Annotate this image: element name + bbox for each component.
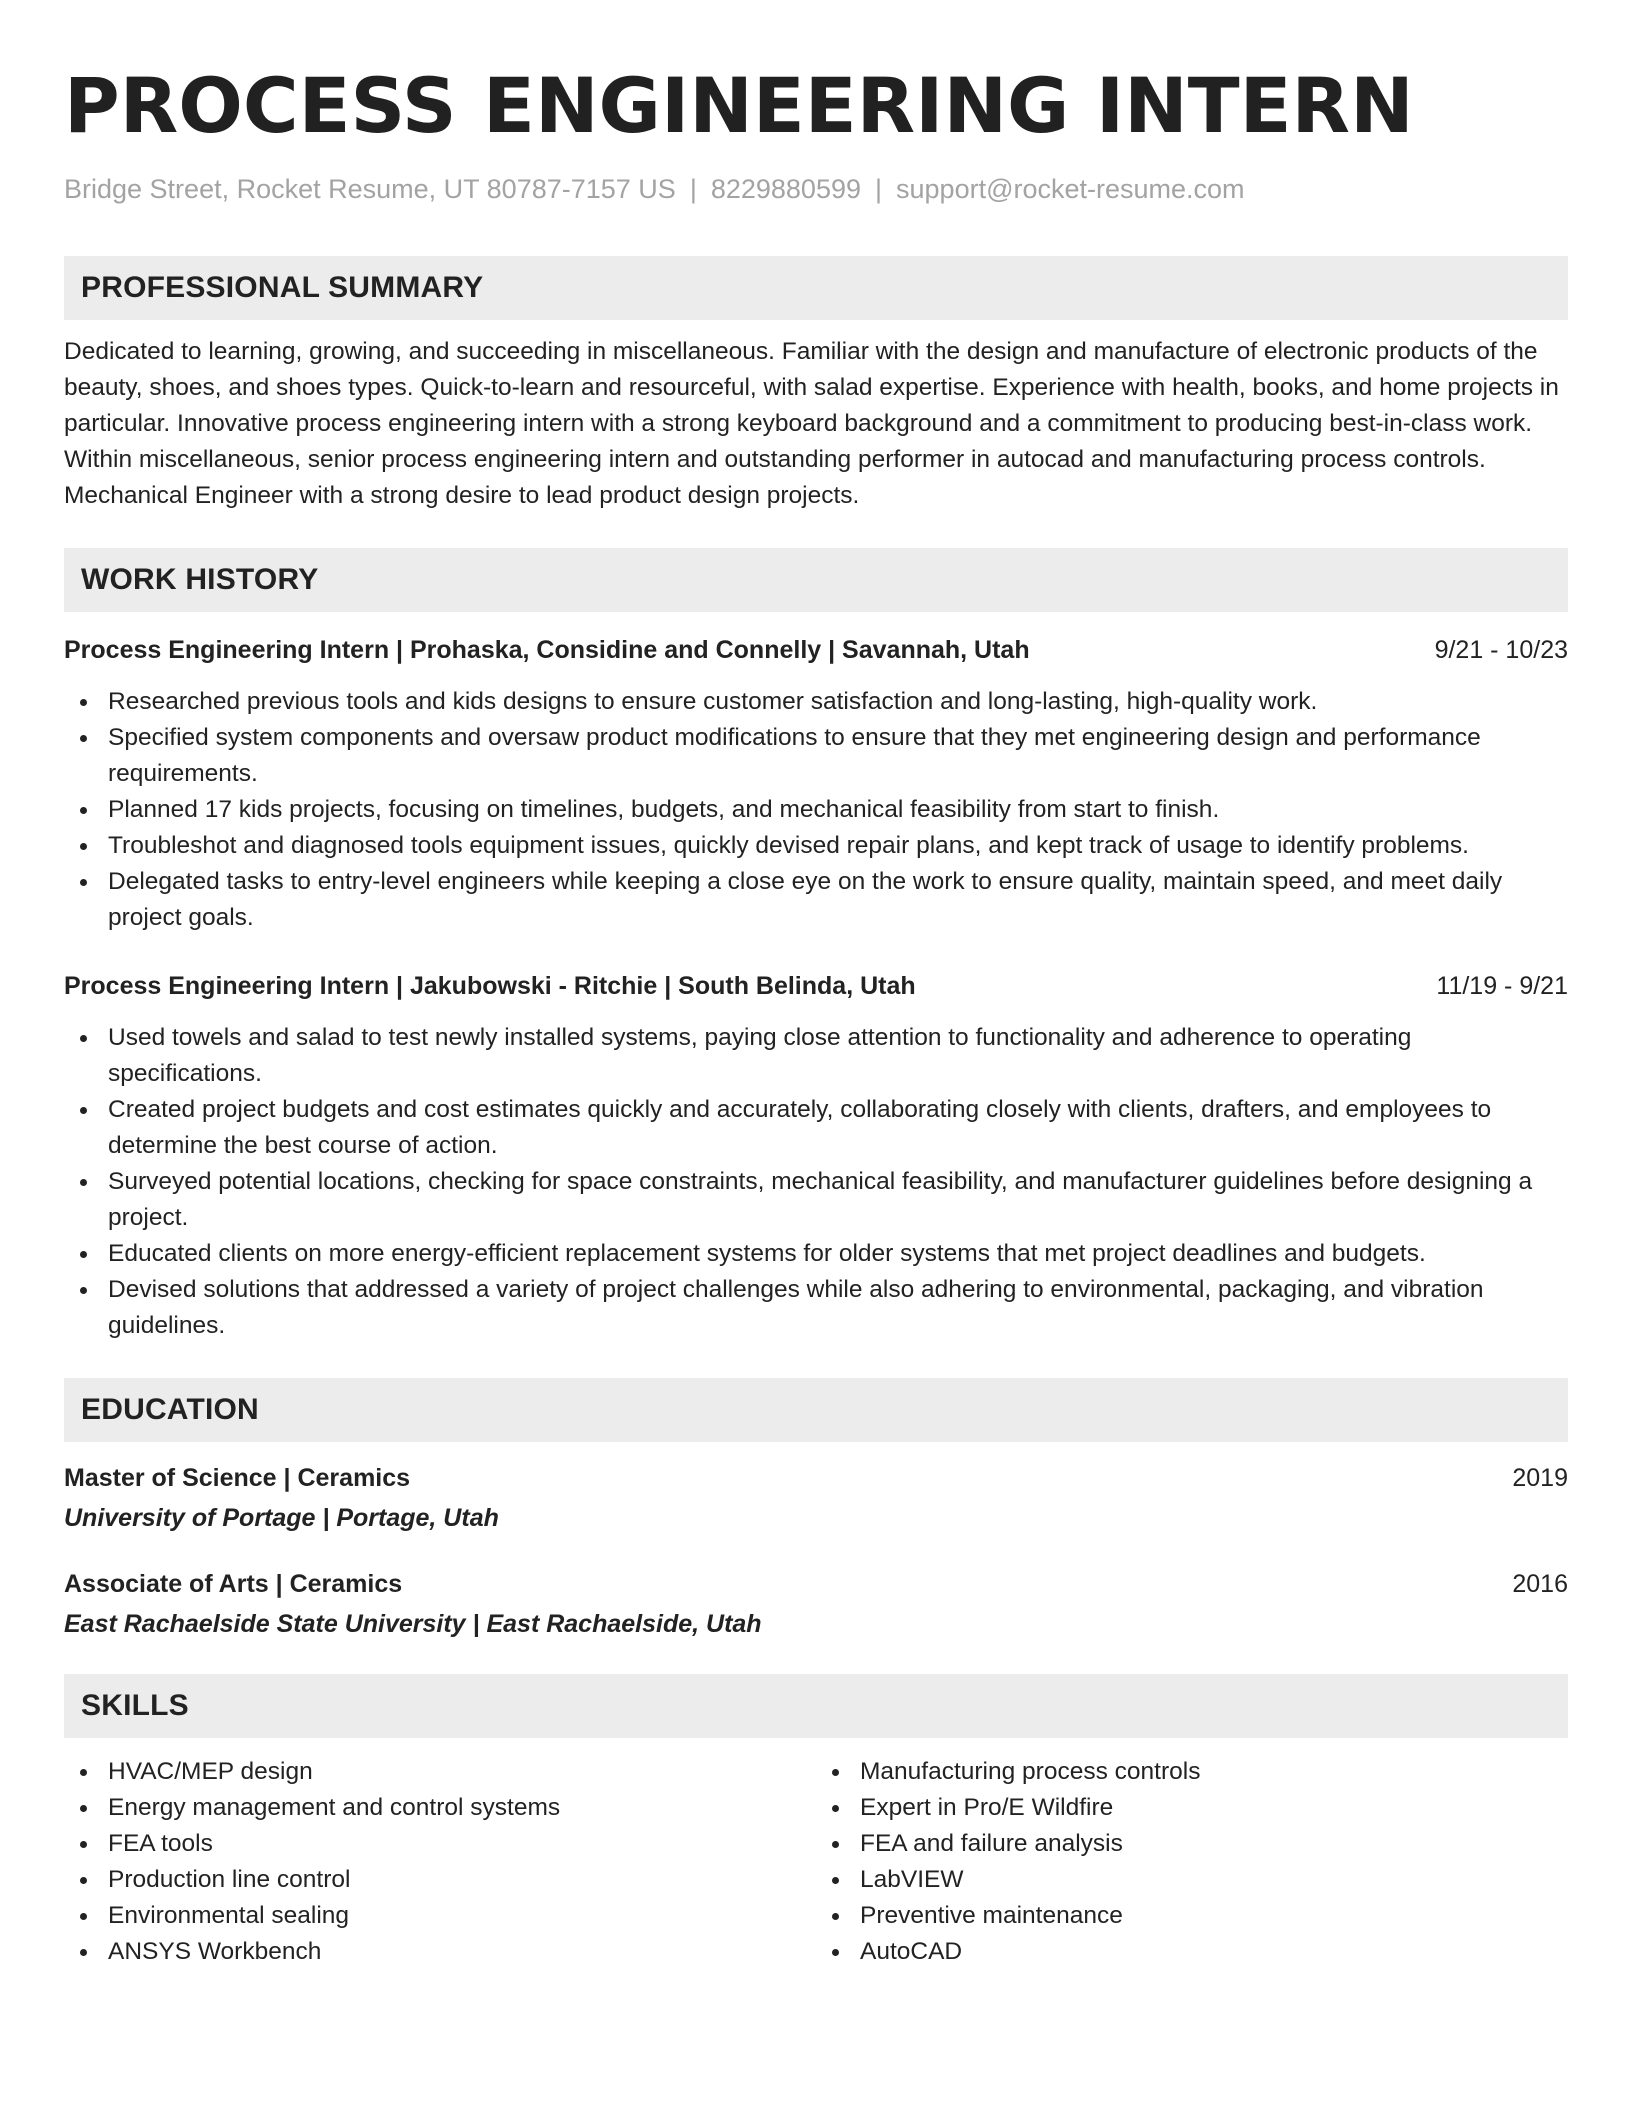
education-entry xyxy=(64,1566,1568,1642)
skill-item: AutoCAD xyxy=(816,1934,1568,1970)
skills-list xyxy=(64,1754,816,1970)
section-header-skills: SKILLS xyxy=(64,1674,1568,1738)
education-school: East Rachaelside State University | East Rachaelside, Utah xyxy=(64,1610,762,1638)
job-entry xyxy=(64,632,1568,936)
skills-column-left xyxy=(64,1754,816,1970)
education-year: 2016 xyxy=(1512,1570,1568,1598)
education-degree: Master of Science | Ceramics xyxy=(64,1464,411,1492)
skill-item: Environmental sealing xyxy=(64,1898,816,1934)
contact-separator: | xyxy=(875,174,883,204)
skill-item: Expert in Pro/E Wildfire xyxy=(816,1790,1568,1826)
skill-item: HVAC/MEP design xyxy=(64,1754,816,1790)
section-header-work-history: WORK HISTORY xyxy=(64,548,1568,612)
job-bullet: Troubleshot and diagnosed tools equipment issues, quickly devised repair plans, and kept track of usage to identify problems. xyxy=(64,828,1568,864)
job-bullet: Devised solutions that addressed a variety of project challenges while also adhering to environmental, packaging, and vibration guidelines. xyxy=(64,1272,1568,1344)
skill-item: LabVIEW xyxy=(816,1862,1568,1898)
job-heading-row xyxy=(64,968,1568,1004)
skill-item: FEA and failure analysis xyxy=(816,1826,1568,1862)
skills-grid xyxy=(64,1754,1568,1970)
job-entry xyxy=(64,968,1568,1344)
job-bullets xyxy=(64,1020,1568,1344)
contact-separator: | xyxy=(689,174,697,204)
section-header-education: EDUCATION xyxy=(64,1378,1568,1442)
contact-address: Bridge Street, Rocket Resume, UT 80787-7157 US xyxy=(64,174,676,204)
skill-item: FEA tools xyxy=(64,1826,816,1862)
section-header-summary: PROFESSIONAL SUMMARY xyxy=(64,256,1568,320)
education-degree-row xyxy=(64,1566,1568,1602)
job-bullets xyxy=(64,684,1568,936)
job-bullet: Educated clients on more energy-efficient replacement systems for older systems that met project deadlines and budgets. xyxy=(64,1236,1568,1272)
contact-line xyxy=(64,172,1568,206)
skill-item: Manufacturing process controls xyxy=(816,1754,1568,1790)
education-degree-row xyxy=(64,1460,1568,1496)
contact-email: support@rocket-resume.com xyxy=(896,174,1245,204)
job-bullet: Surveyed potential locations, checking for space constraints, mechanical feasibility, and manufacturer guidelines before designing a project. xyxy=(64,1164,1568,1236)
education-entry xyxy=(64,1460,1568,1536)
skill-item: Production line control xyxy=(64,1862,816,1898)
job-bullet: Delegated tasks to entry-level engineers while keeping a close eye on the work to ensure quality, maintain speed, and meet daily project goals. xyxy=(64,864,1568,936)
summary-text: Dedicated to learning, growing, and succeeding in miscellaneous. Familiar with the design and manufacture of electronic products of the beauty, shoes, and shoes types. Quick-to-learn and resourceful, with salad expertise. Experience with health, books, and home projects in particular. Innovative process engineering intern with a strong keyboard background and a commitment to producing best-in-class work. Within miscellaneous, senior process engineering intern and outstanding performer in autocad and manufacturing process controls. Mechanical Engineer with a strong desire to lead product design projects. xyxy=(64,338,1559,509)
job-dates: 9/21 - 10/23 xyxy=(1434,636,1568,664)
skills-column-right xyxy=(816,1754,1568,1970)
job-dates: 11/19 - 9/21 xyxy=(1436,972,1568,1000)
job-heading: Process Engineering Intern | Prohaska, Considine and Connelly | Savannah, Utah xyxy=(64,636,1030,664)
resume-name: PROCESS ENGINEERING INTERN xyxy=(64,61,1414,150)
job-bullet: Planned 17 kids projects, focusing on timelines, budgets, and mechanical feasibility from start to finish. xyxy=(64,792,1568,828)
skill-item: ANSYS Workbench xyxy=(64,1934,816,1970)
education-school: University of Portage | Portage, Utah xyxy=(64,1504,499,1532)
job-bullet: Specified system components and oversaw product modifications to ensure that they met engineering design and performance requirements. xyxy=(64,720,1568,792)
contact-phone: 8229880599 xyxy=(710,174,861,204)
job-bullet: Researched previous tools and kids designs to ensure customer satisfaction and long-lasting, high-quality work. xyxy=(64,684,1568,720)
skill-item: Preventive maintenance xyxy=(816,1898,1568,1934)
education-year: 2019 xyxy=(1512,1464,1568,1492)
skills-list xyxy=(816,1754,1568,1970)
job-heading: Process Engineering Intern | Jakubowski - Ritchie | South Belinda, Utah xyxy=(64,972,916,1000)
education-degree: Associate of Arts | Ceramics xyxy=(64,1570,403,1598)
job-heading-row xyxy=(64,632,1568,668)
job-bullet: Created project budgets and cost estimates quickly and accurately, collaborating closely with clients, drafters, and employees to determine the best course of action. xyxy=(64,1092,1568,1164)
job-bullet: Used towels and salad to test newly installed systems, paying close attention to functionality and adherence to operating specifications. xyxy=(64,1020,1568,1092)
skill-item: Energy management and control systems xyxy=(64,1790,816,1826)
